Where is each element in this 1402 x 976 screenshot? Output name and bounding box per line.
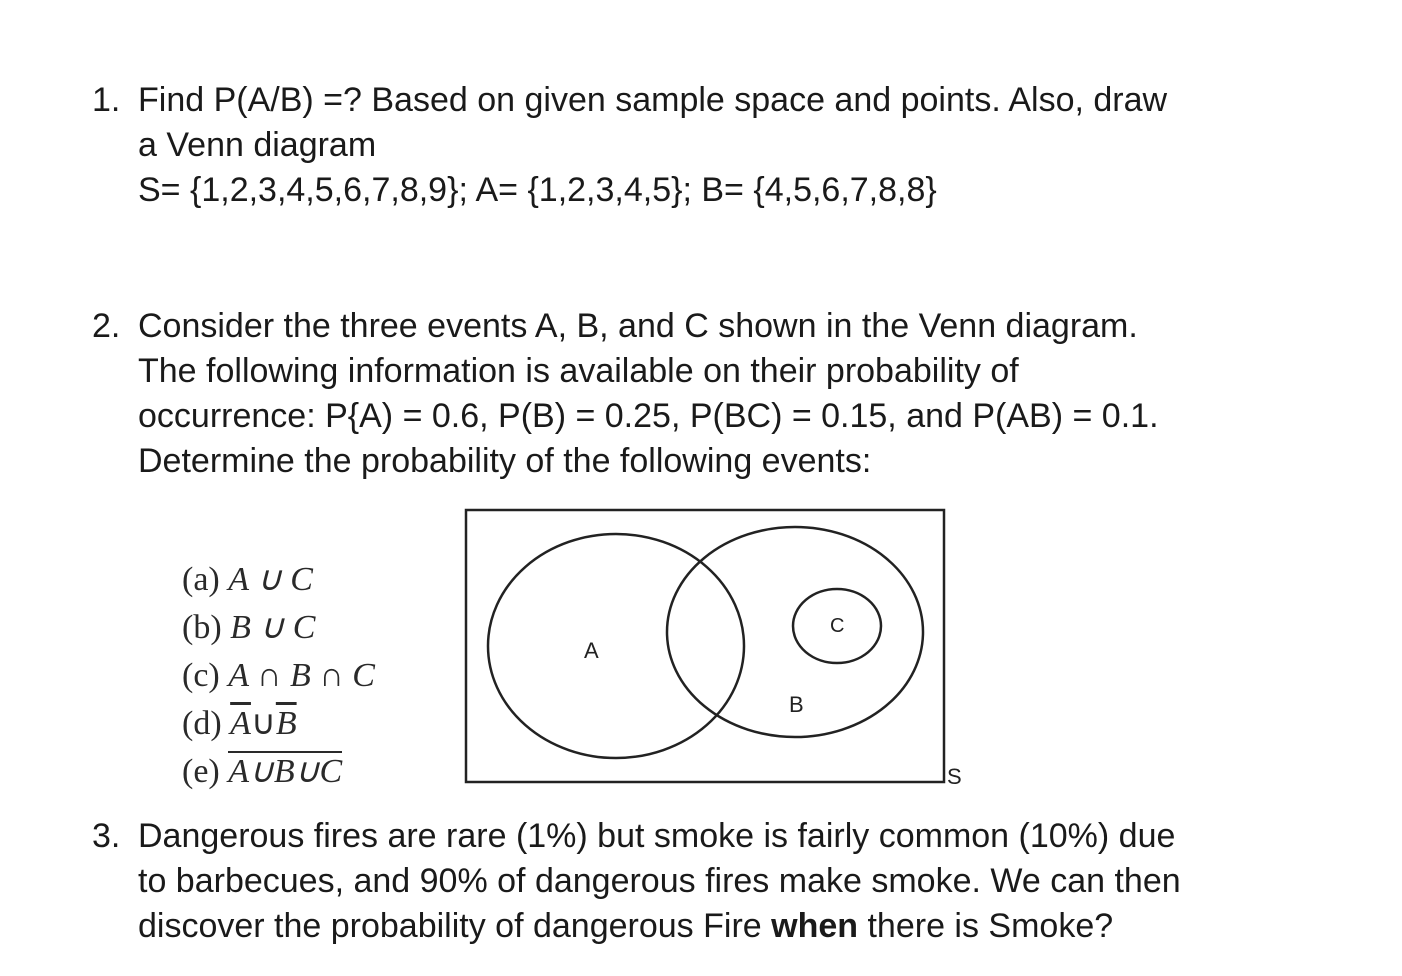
question-1-number: 1. (92, 81, 121, 119)
venn-diagram (460, 504, 960, 789)
option-b (182, 604, 375, 652)
question-2-line: The following information is available on their probability of (138, 352, 1019, 390)
option-label: (a) (182, 561, 220, 598)
option-complement-b: $\overline{B}$ (275, 705, 297, 742)
option-a (182, 556, 375, 604)
question-3-text: discover the probability of dangerous Fire (138, 907, 772, 945)
option-label: (b) (182, 609, 222, 646)
question-3-line (138, 904, 1181, 949)
question-3-text: there is Smoke? (858, 907, 1114, 945)
option-label: (c) (182, 657, 220, 694)
option-expression: A ∩ B ∩ C (228, 657, 375, 694)
option-complement-a: $\overline{A}$ (230, 705, 251, 742)
option-expression: A ∪ C (228, 561, 313, 598)
question-3-line: to barbecues, and 90% of dangerous fires make smoke. We can then (138, 862, 1181, 900)
question-1-line: Find P(A/B) =? Based on given sample space and points. Also, draw (138, 81, 1168, 119)
sample-space-rect (466, 510, 944, 782)
question-3-line: Dangerous fires are rare (1%) but smoke is fairly common (10%) due (138, 817, 1176, 855)
option-label: (d) (182, 705, 222, 742)
question-2-number: 2. (92, 307, 121, 345)
label-a: A (584, 638, 599, 663)
option-union-symbol: ∪ (250, 705, 276, 742)
question-2-line: Consider the three events A, B, and C shown in the Venn diagram. (138, 307, 1138, 345)
option-expression: B ∪ C (230, 609, 316, 646)
option-e (182, 748, 375, 796)
question-2-line: occurrence: P{A) = 0.6, P(B) = 0.25, P(BC) = 0.15, and P(AB) = 0.1. (138, 397, 1159, 435)
label-s: S (947, 764, 962, 789)
option-label: (e) (182, 753, 220, 790)
question-3-number: 3. (92, 817, 121, 855)
question-1-line: a Venn diagram (138, 126, 377, 164)
question-1-sets: S= {1,2,3,4,5,6,7,8,9}; A= {1,2,3,4,5}; B= {4,5,6,7,8,8} (138, 171, 937, 209)
label-b: B (789, 692, 804, 717)
event-options (182, 556, 375, 796)
option-c (182, 652, 375, 700)
option-d (182, 700, 375, 748)
option-expression: A∪B∪C (228, 753, 343, 790)
question-2-line: Determine the probability of the following events: (138, 442, 872, 480)
label-c: C (830, 615, 845, 637)
question-3-bold-word: when (771, 907, 859, 945)
circle-a (488, 534, 744, 758)
